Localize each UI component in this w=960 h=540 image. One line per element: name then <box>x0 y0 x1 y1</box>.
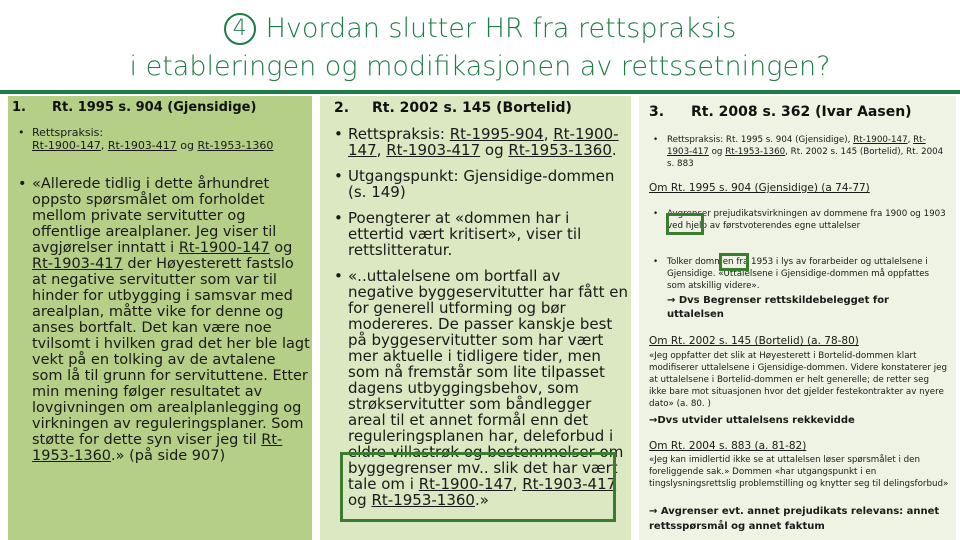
bullet-icon: • <box>653 209 659 219</box>
case-link[interactable]: Rt-1953-1360 <box>725 147 786 157</box>
case-link[interactable]: Rt-1903-417 <box>667 135 926 157</box>
slide-title-line2: i etableringen og modifikasjonen av rettssetningen? <box>129 51 831 82</box>
bullet-icon: • <box>653 257 659 267</box>
title-area <box>0 0 960 92</box>
slide-title-line1: 4 Hvordan slutter HR fra rettspraksis <box>0 12 960 46</box>
case-link[interactable]: Rt-1953-1360 <box>197 139 274 152</box>
bullet-quote: • «Allerede tidlig i dette århundret oppsto spørsmålet om forholdet mellom private servitutter og offentlige arealplaner. Jeg viser til avgjørelser inntatt i Rt-1900-147 og Rt-1903-417 der Høyesterett fastslo at negative servitutter som var til hinder for utbygging i samsvar med arealplan, måtte vike for denne og anses bortfalt. Det kan være noe tvilsomt i hvilken grad det her ble lagt vekt på en tolking av de avtalene som lå til grunn for servituttene. Etter min mening følger resultatet av lovgivningen om arealplanlegging og virkningen av reguleringsplaner. Som støtte for dette syn viser jeg til Rt-1953-1360.» (på side 907) <box>18 176 310 464</box>
bullet-rettspraksis: • Rettspraksis: Rt-1900-147, Rt-1903-417 og Rt-1953-1360 <box>18 126 274 152</box>
highlight-box-1900 <box>666 213 704 235</box>
section-heading-gjensidige[interactable]: Om Rt. 1995 s. 904 (Gjensidige) (a 74-77) <box>649 182 870 194</box>
column-heading: 2. Rt. 2002 s. 145 (Bortelid) <box>334 100 572 116</box>
bullet-icon: • <box>18 176 27 192</box>
bullet-icon: • <box>334 209 343 227</box>
arrow-conclusion: →Dvs utvider uttalelsens rekkevidde <box>649 415 855 426</box>
case-link[interactable]: Rt-1900-147 <box>178 240 270 256</box>
case-link[interactable]: Rt-1903-417 <box>32 256 123 272</box>
circled-number: 4 <box>224 13 256 45</box>
bullet-rettspraksis: • Rettspraksis: Rt. 1995 s. 904 (Gjensidige), Rt-1900-147, Rt-1903-417 og Rt-1953-1360, Rt. 2002 s. 145 (Bortelid), Rt. 2004 s. 883 <box>653 135 944 169</box>
bullet-poengterer: • Poengterer at «dommen har i ettertid vært kritisert», viser til rettslitteratur. <box>334 209 582 259</box>
section-heading-bortelid[interactable]: Om Rt. 2002 s. 145 (Bortelid) (a. 78-80) <box>649 335 859 347</box>
column-heading: 3. Rt. 2008 s. 362 (Ivar Aasen) <box>649 104 912 120</box>
case-link[interactable]: Rt-1995-904 <box>449 125 544 143</box>
bullet-utgangspunkt: • Utgangspunkt: Gjensidige-dommen (s. 149) <box>334 167 615 201</box>
highlight-box-1953 <box>719 253 749 271</box>
highlight-box <box>340 452 616 522</box>
bullet-icon: • <box>334 167 343 185</box>
bullet-icon: • <box>653 135 659 145</box>
bullet-avgrenser: • Avgrenser prejudikatsvirkningen av dommene fra 1900 og 1903 ved hjelp av førstvoterendes egne uttalelser <box>653 209 946 231</box>
case-link[interactable]: Rt-1953-1360 <box>508 141 612 159</box>
case-link[interactable]: Rt-1900-147 <box>32 139 101 152</box>
case-link[interactable]: Rt-1903-417 <box>107 139 177 152</box>
bullet-rettspraksis: • Rettspraksis: Rt-1995-904, Rt-1900-147, Rt-1903-417 og Rt-1953-1360. <box>334 125 619 159</box>
case-link[interactable]: Rt-1900-147 <box>853 135 908 145</box>
case-link[interactable]: Rt-1903-417 <box>522 475 617 493</box>
column-ivar-aasen <box>639 96 956 540</box>
bullet-tolker: • Tolker dommen fra 1953 i lys av forarbeider og uttalelsene i Gjensidige. «Uttalelsene i Gjensidige-dommen må oppfattes som atskillig videre». <box>653 257 930 291</box>
case-link[interactable]: Rt-1953-1360 <box>371 491 475 509</box>
bullet-icon: • <box>334 267 343 285</box>
column-heading: 1. Rt. 1995 s. 904 (Gjensidige) <box>12 100 257 115</box>
case-link[interactable]: Rt-1900-147 <box>348 125 619 159</box>
column-gjensidige <box>8 96 312 540</box>
section-heading-2004[interactable]: Om Rt. 2004 s. 883 (a. 81-82) <box>649 440 807 452</box>
quote-bortelid: «Jeg oppfatter det slik at Høyesterett i Bortelid-dommen klart modifiserer uttalelsene i Gjensidige-dommen. Videre konstaterer jeg at uttalelsene i Bortelid-dommen er helt generelle; de retter seg ikke bare mot situasjonen hvor det gjelder festekontrakter av nyere dato» (a. 80. ) <box>649 351 947 409</box>
bullet-icon: • <box>334 125 343 143</box>
title-divider <box>0 90 960 94</box>
column-bortelid <box>320 96 631 540</box>
bullet-icon: • <box>18 126 25 139</box>
arrow-conclusion: → Dvs Begrenser rettskildebelegget for uttalelsen <box>667 295 889 320</box>
case-link[interactable]: Rt-1953-1360 <box>32 432 283 464</box>
case-link[interactable]: Rt-1903-417 <box>386 141 481 159</box>
bullet-quote: • «..uttalelsene om bortfall av negative byggeservitutter har fått en for generell utforming og bør modereres. De passer kanskje best på byggeservitutter som har vært mer aktuelle i tidligere tider, men som nå fremstår som lite tilpasset dagens utbyggingsbehov, som strøkservitutter som båndlegger areal til et annet formål enn det reguleringsplanen har, deleforbud i eldre villastrøk og bestemmelser om byggegrenser mv.. slik det har vært tale om i Rt-1900-147, Rt-1903-417 og Rt-1953-1360.» <box>334 267 628 509</box>
case-link[interactable]: Rt-1900-147 <box>418 475 513 493</box>
quote-2004: «Jeg kan imidlertid ikke se at uttalelsen løser spørsmålet i den foreliggende sak.» Dommen «har utgangspunkt i en tingslysningsrettslig problemstilling og knytter seg til delingsforbud» <box>649 455 949 489</box>
arrow-conclusion: → Avgrenser evt. annet prejudikats relevans: annet rettsspørsmål og annet faktum <box>649 506 940 532</box>
